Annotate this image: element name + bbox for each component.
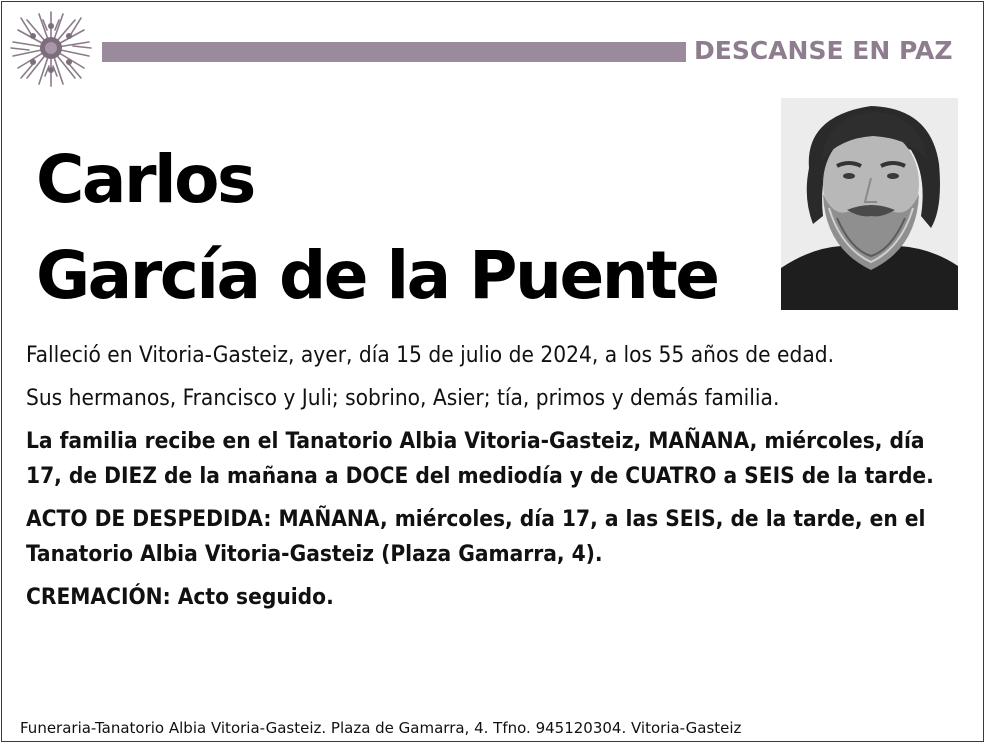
thistle-icon <box>8 8 94 92</box>
obituary-text <box>26 338 961 623</box>
cremation-notice: CREMACIÓN: Acto seguido. <box>26 584 334 610</box>
farewell-notice: ACTO DE DESPEDIDA: MAÑANA, miércoles, día 17, a las SEIS, de la tarde, en el Tanatorio Albia Vitoria-Gasteiz (Plaza Gamarra, 4). <box>26 506 926 567</box>
family-notice: Sus hermanos, Francisco y Juli; sobrino, Asier; tía, primos y demás familia. <box>26 385 780 411</box>
deceased-surnames: García de la Puente <box>36 237 718 314</box>
header-label: DESCANSE EN PAZ <box>694 36 953 65</box>
header-band <box>102 42 686 62</box>
reception-notice: La familia recibe en el Tanatorio Albia Vitoria-Gasteiz, MAÑANA, miércoles, día 17, de DIEZ de la mañana a DOCE del mediodía y de CUATRO a SEIS de la tarde. <box>26 428 934 489</box>
funeral-home-footer: Funeraria-Tanatorio Albia Vitoria-Gasteiz. Plaza de Gamarra, 4. Tfno. 945120304. Vitoria-Gasteiz <box>20 719 742 737</box>
obituary-card <box>1 1 984 742</box>
deceased-first-name: Carlos <box>36 141 254 218</box>
death-notice: Falleció en Vitoria-Gasteiz, ayer, día 15 de julio de 2024, a los 55 años de edad. <box>26 342 835 368</box>
deceased-name <box>36 132 718 324</box>
portrait-photo <box>781 98 958 310</box>
